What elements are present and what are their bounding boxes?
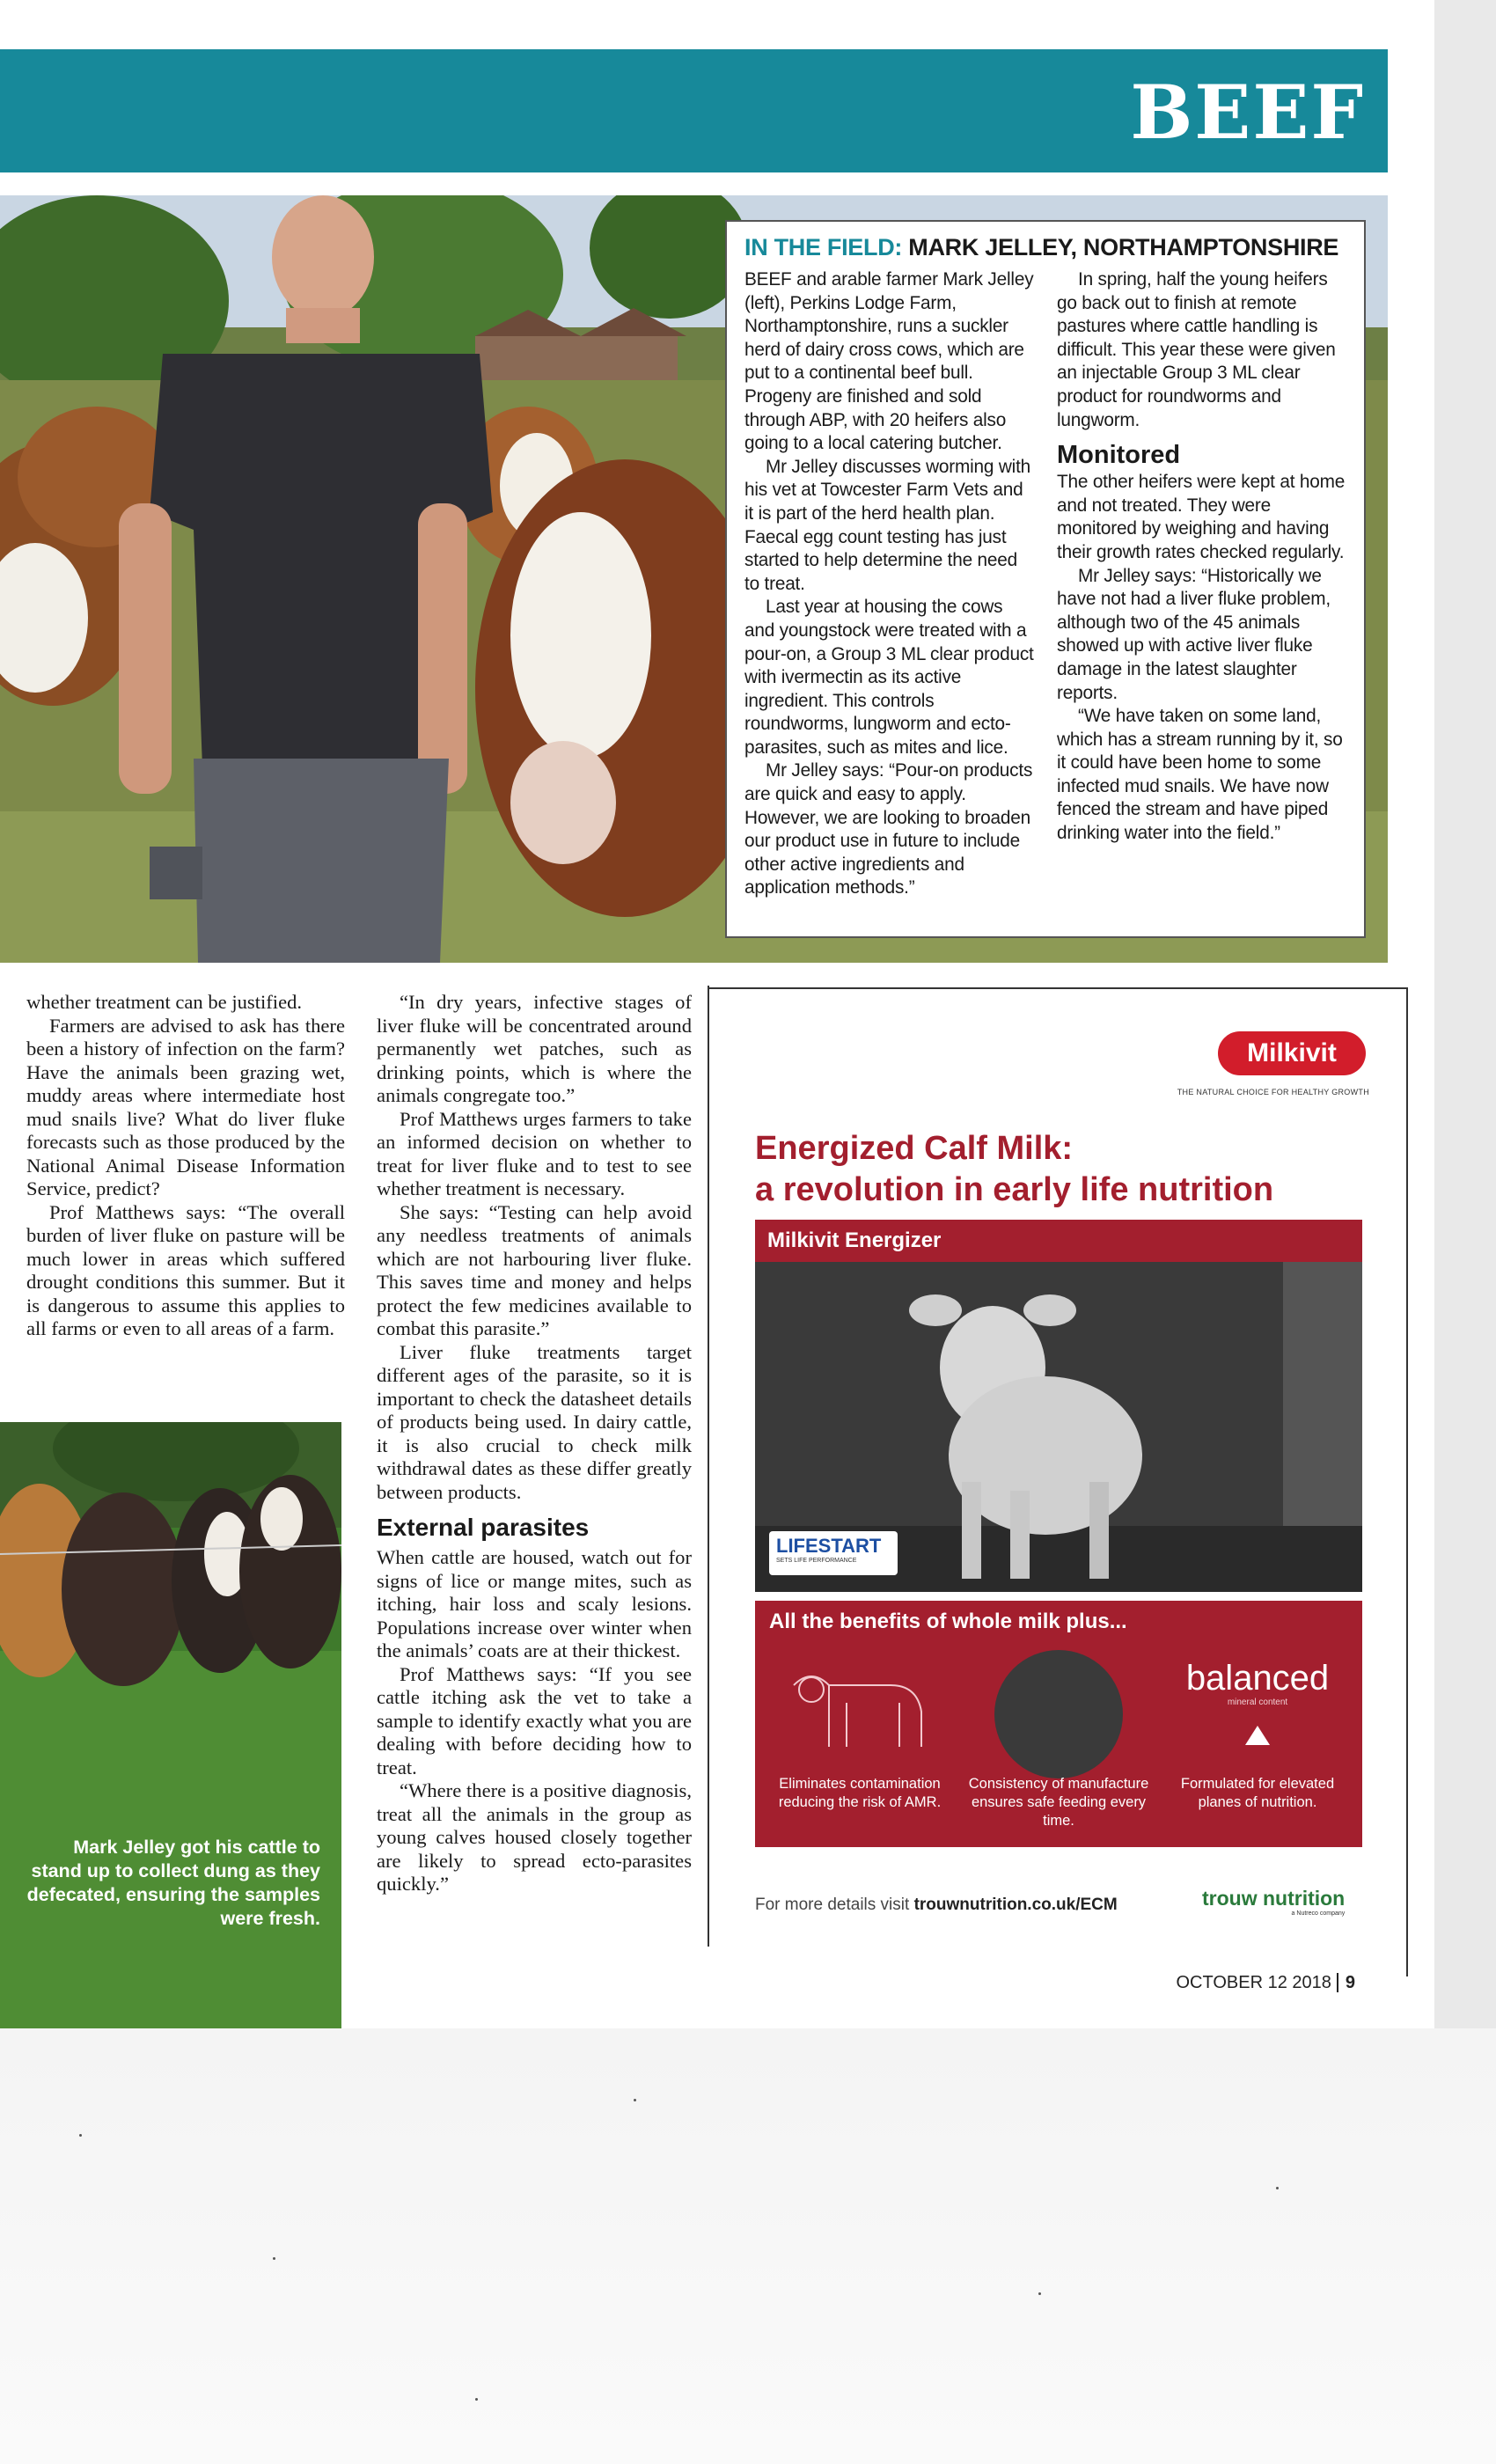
trouw-name: trouw nutrition bbox=[1202, 1887, 1346, 1910]
trouw-sub: a Nutreco company bbox=[1291, 1910, 1346, 1917]
monitored-subheading: Monitored bbox=[1057, 441, 1181, 470]
lifestart-label: LIFESTART bbox=[776, 1535, 882, 1557]
issue-date: OCTOBER 12 2018 bbox=[1176, 1973, 1331, 1992]
article-paragraph: “In dry years, infective stages of liver fluke will be concentrated around permanently wet patches, such as drinking points, which is where the animals congregate too.” bbox=[377, 991, 692, 1106]
in-the-field-paragraph: The other heifers were kept at home and not treated. They were monitored by weighing and having their growth rates checked regularly. bbox=[1057, 472, 1346, 562]
scan-speck bbox=[1038, 2292, 1041, 2295]
balanced-label bbox=[1165, 1650, 1350, 1708]
benefit-caption: Consistency of manufacture ensures safe feeding every time. bbox=[968, 1776, 1149, 1829]
milkivit-logo: Milkivit bbox=[1218, 1031, 1366, 1075]
benefit-caption: Formulated for elevated planes of nutrition. bbox=[1180, 1776, 1335, 1810]
more-details-url[interactable]: trouwnutrition.co.uk/ECM bbox=[913, 1896, 1118, 1914]
article-paragraph: Prof Matthews urges farmers to take an informed decision on whether to treat for liver fluke and to test to see whether treatment is necessary. bbox=[377, 1107, 692, 1199]
article-paragraph: She says: “Testing can help avoid any needless treatments of animals which are not harbouring liver fluke. This saves time and money and helps protect the few medicines available to combat this parasite.” bbox=[377, 1200, 692, 1339]
more-details-prefix: For more details visit bbox=[755, 1896, 910, 1914]
benefit-no-contamination bbox=[767, 1650, 952, 1810]
calf-outline-icon bbox=[776, 1650, 943, 1756]
lifestart-logo bbox=[769, 1531, 898, 1575]
article-column-1 bbox=[26, 991, 345, 1341]
scan-speck bbox=[273, 2257, 275, 2260]
in-the-field-paragraph: Mr Jelley says: “Historically we have not had a liver fluke problem, although two of the 45 animals showed up with active liver fluke damage in the latest slaughter reports. bbox=[1057, 565, 1331, 703]
in-the-field-kicker: IN THE FIELD: bbox=[744, 234, 903, 260]
scan-edge-strip bbox=[1434, 0, 1496, 2028]
section-header-band bbox=[0, 49, 1388, 172]
article-paragraph: When cattle are housed, watch out for signs of lice or mange mites, such as itching, hair loss and scaly lesions. Populations increase over winter when the animals’ coats are at their thickest. bbox=[377, 1546, 692, 1661]
article-paragraph: “Where there is a positive diagnosis, treat all the animals in the group as young calves housed closely together are likely to spread ecto-parasites quickly.” bbox=[377, 1779, 692, 1895]
in-the-field-paragraph: Mr Jelley discusses worming with his vet at Towcester Farm Vets and it is part of the herd health plan. Faecal egg count testing has just started to help determine the need to treat. bbox=[744, 456, 1031, 594]
benefits-panel bbox=[755, 1592, 1362, 1847]
scan-background bbox=[0, 2028, 1496, 2464]
page-folio bbox=[1176, 1973, 1355, 1993]
benefits-title: All the benefits of whole milk plus... bbox=[769, 1610, 1127, 1633]
milkivit-tagline: THE NATURAL CHOICE FOR HEALTHY GROWTH bbox=[1177, 1088, 1369, 1096]
article-paragraph: Prof Matthews says: “If you see cattle itching ask the vet to take a sample to identify exactly what you are dealing with before deciding how to treat. bbox=[377, 1662, 692, 1778]
in-the-field-column-2 bbox=[1057, 268, 1346, 900]
in-the-field-paragraph: Mr Jelley says: “Pour-on products are quick and easy to apply. However, we are looking to broaden our product use in future to include other active ingredients and application methods.” bbox=[744, 760, 1033, 898]
external-parasites-subheading: External parasites bbox=[377, 1514, 590, 1541]
cattle-field-photo bbox=[0, 1422, 341, 2029]
in-the-field-paragraph: “We have taken on some land, which has a stream running by it, so it could have been home to some infected mud snails. We have now fenced the stream and have piped drinking water into the field.” bbox=[1057, 706, 1343, 844]
benefit-balanced bbox=[1165, 1650, 1350, 1810]
scan-speck bbox=[475, 2398, 478, 2401]
benefit-consistency bbox=[966, 1650, 1151, 1829]
calf-photo bbox=[755, 1262, 1362, 1593]
in-the-field-paragraph: BEEF and arable farmer Mark Jelley (left), Perkins Lodge Farm, Northamptonshire, runs a suckler herd of dairy cross cows, which are put to a continental beef bull. Progeny are finished and sold through ABP, with 20 heifers also going to a local catering butcher. bbox=[744, 269, 1034, 454]
article-paragraph: whether treatment can be justified. bbox=[26, 991, 303, 1013]
article-paragraph: Prof Matthews says: “The overall burden of liver fluke on pasture will be much lower in areas which suffered drought conditions this summer. But it is dangerous to assume this applies to all farms or even to all areas of a farm. bbox=[26, 1200, 345, 1339]
benefit-caption: Eliminates contamination reducing the risk of AMR. bbox=[778, 1776, 942, 1810]
in-the-field-box bbox=[725, 220, 1366, 938]
ad-headline-line-2: a revolution in early life nutrition bbox=[755, 1171, 1274, 1208]
page-number: 9 bbox=[1337, 1973, 1355, 1992]
ad-headline bbox=[755, 1128, 1389, 1211]
lifestart-sub: SETS LIFE PERFORMANCE bbox=[776, 1558, 857, 1564]
trouw-nutrition-logo bbox=[1202, 1887, 1345, 1917]
section-title: BEEF bbox=[1130, 69, 1365, 156]
balance-triangle-icon bbox=[1245, 1726, 1270, 1745]
product-name-bar: Milkivit Energizer bbox=[755, 1220, 1362, 1262]
milk-powder-disc-icon bbox=[994, 1650, 1123, 1778]
more-details-line bbox=[755, 1896, 1118, 1915]
article-column-2 bbox=[377, 991, 692, 1896]
article-paragraph: Liver fluke treatments target different ages of the parasite, so it is important to check the datasheet details of products being used. In dairy cattle, it is also crucial to check milk withdrawal dates as these differ greatly between products. bbox=[377, 1340, 692, 1503]
in-the-field-paragraph: Last year at housing the cows and youngstock were treated with a pour-on, a Group 3 ML clear product with ivermectin as its active ingredient. This controls roundworms, lungworm and ecto-parasites, such as mites and lice. bbox=[744, 597, 1034, 758]
scan-speck bbox=[634, 2099, 636, 2101]
photo-caption: Mark Jelley got his cattle to stand up to collect dung as they defecated, ensuring the samples were fresh. bbox=[26, 1837, 320, 1929]
in-the-field-column-1 bbox=[744, 268, 1034, 900]
scan-speck bbox=[1276, 2187, 1279, 2189]
article-paragraph: Farmers are advised to ask has there been a history of infection on the farm? Have the animals been grazing wet, muddy areas where intermediate host mud snails live? What do liver fluke forecasts such as those produced by the National Animal Disease Information Service, predict? bbox=[26, 1014, 345, 1199]
balanced-word: balanced bbox=[1185, 1659, 1330, 1698]
milkivit-advertisement bbox=[709, 987, 1408, 1976]
in-the-field-name: MARK JELLEY, NORTHAMPTONSHIRE bbox=[908, 234, 1339, 260]
balanced-sub: mineral content bbox=[1227, 1698, 1288, 1707]
scan-speck bbox=[79, 2134, 82, 2137]
ad-headline-line-1: Energized Calf Milk: bbox=[755, 1130, 1074, 1167]
in-the-field-heading bbox=[744, 234, 1346, 261]
in-the-field-paragraph: In spring, half the young heifers go back out to finish at remote pastures where cattle handling is difficult. This year these were given an injectable Group 3 ML clear product for roundworms and lungworm. bbox=[1057, 269, 1336, 430]
